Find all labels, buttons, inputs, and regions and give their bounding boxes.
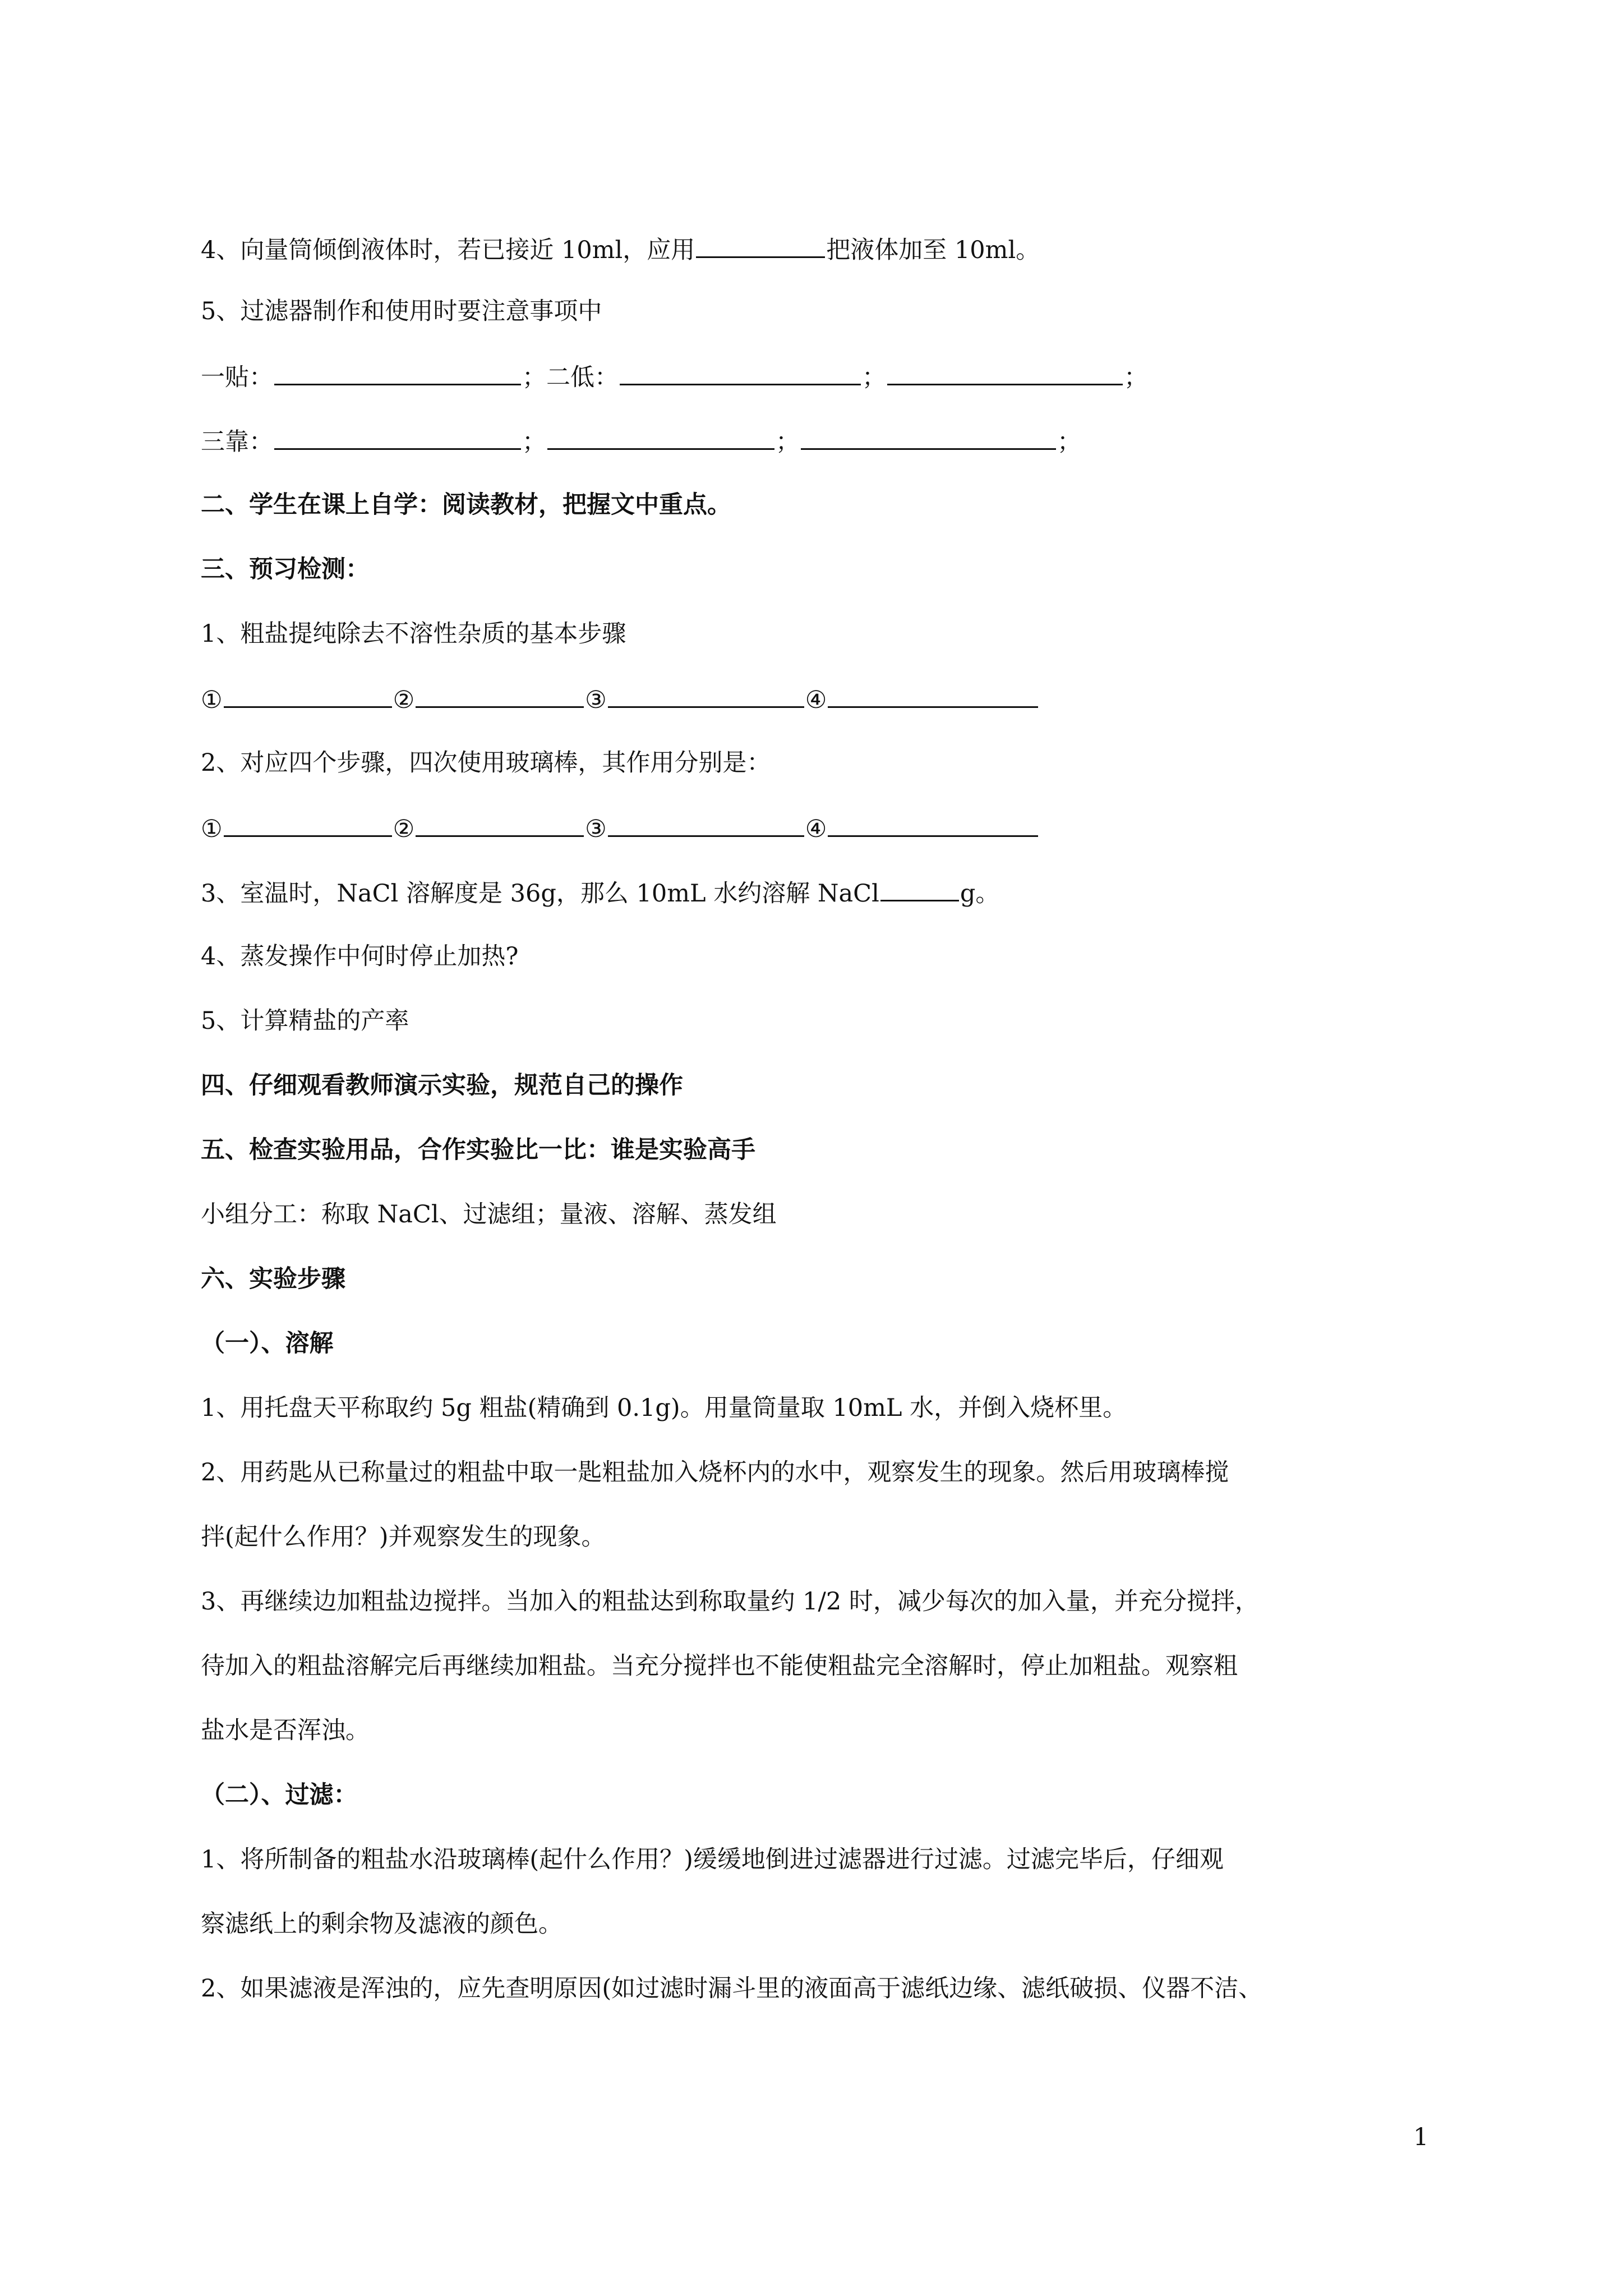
answer-blank[interactable] xyxy=(416,682,584,708)
section-4-heading: 四、仔细观看教师演示实验，规范自己的操作 xyxy=(201,1071,683,1099)
check-question-4: 4、蒸发操作中何时停止加热? xyxy=(201,942,519,970)
filter-step-1: 1、将所制备的粗盐水沿玻璃棒(起什么作用？)缓缓地倒进过滤器进行过滤。过滤完毕后，仔细观 xyxy=(201,1846,1224,1874)
filter-yi-tie-er-di: 一贴： ；二低： ； ； xyxy=(201,359,1148,393)
check-question-2: 2、对应四个步骤，四次使用玻璃棒，其作用分别是： xyxy=(201,749,771,777)
answer-blank[interactable] xyxy=(608,682,804,708)
filter-step-2: 2、如果滤液是浑浊的，应先查明原因(如过滤时漏斗里的液面高于滤纸边缘、滤纸破损、仪器不洁、 xyxy=(201,1975,1263,2003)
answer-blank[interactable] xyxy=(801,424,1056,450)
dissolve-step-3-end: 盐水是否浑浊。 xyxy=(201,1717,370,1745)
dissolve-step-3-cont: 待加入的粗盐溶解完后再继续加粗盐。当充分搅拌也不能使粗盐完全溶解时，停止加粗盐。观察粗 xyxy=(201,1652,1238,1680)
answer-blank[interactable] xyxy=(274,424,521,450)
check-question-3: 3、室温时，NaCl 溶解度是 36g，那么 10mL 水约溶解 NaCl g。 xyxy=(201,875,999,909)
subsection-dissolve-heading: （一）、溶解 xyxy=(201,1329,334,1358)
dissolve-step-2-cont: 拌(起什么作用？)并观察发生的现象。 xyxy=(201,1523,606,1551)
answer-blank[interactable] xyxy=(828,682,1038,708)
section-3-heading: 三、预习检测： xyxy=(201,555,370,583)
answer-blank[interactable] xyxy=(696,232,825,258)
question-4-measuring-cylinder: 4、向量筒倾倒液体时，若已接近 10ml，应用 把液体加至 10ml。 xyxy=(201,232,1040,265)
question-5-filter: 5、过滤器制作和使用时要注意事项中 xyxy=(201,297,602,325)
section-2-heading: 二、学生在课上自学：阅读教材，把握文中重点。 xyxy=(201,491,731,519)
answer-blank[interactable] xyxy=(608,811,804,837)
answer-blank[interactable] xyxy=(887,359,1123,385)
glass-rod-blanks-row: ① ② ③ ④ xyxy=(201,811,1039,844)
page-number: 1 xyxy=(1413,2123,1429,2151)
answer-blank[interactable] xyxy=(620,359,861,385)
answer-blank[interactable] xyxy=(828,811,1038,837)
dissolve-step-2: 2、用药匙从已称量过的粗盐中取一匙粗盐加入烧杯内的水中，观察发生的现象。然后用玻璃棒搅 xyxy=(201,1458,1229,1487)
group-division: 小组分工：称取 NaCl、过滤组；量液、溶解、蒸发组 xyxy=(201,1200,777,1228)
subsection-filter-heading: （二）、过滤： xyxy=(201,1781,358,1809)
answer-blank[interactable] xyxy=(547,424,774,450)
answer-blank[interactable] xyxy=(274,359,521,385)
steps-blanks-row: ① ② ③ ④ xyxy=(201,682,1039,715)
check-question-5: 5、计算精盐的产率 xyxy=(201,1007,409,1035)
filter-step-1-cont: 察滤纸上的剩余物及滤液的颜色。 xyxy=(201,1910,562,1938)
answer-blank[interactable] xyxy=(224,682,392,708)
dissolve-step-1: 1、用托盘天平称取约 5g 粗盐(精确到 0.1g)。用量筒量取 10mL 水，并倒入烧杯里。 xyxy=(201,1394,1127,1422)
answer-blank[interactable] xyxy=(880,875,959,901)
filter-san-kao: 三靠： ； ； ； xyxy=(201,424,1081,457)
section-5-heading: 五、检查实验用品，合作实验比一比：谁是实验高手 xyxy=(201,1136,755,1164)
check-question-1: 1、粗盐提纯除去不溶性杂质的基本步骤 xyxy=(201,620,626,648)
dissolve-step-3: 3、再继续边加粗盐边搅拌。当加入的粗盐达到称取量约 1/2 时，减少每次的加入量，并充分搅拌， xyxy=(201,1588,1259,1616)
answer-blank[interactable] xyxy=(224,811,392,837)
answer-blank[interactable] xyxy=(416,811,584,837)
section-6-heading: 六、实验步骤 xyxy=(201,1265,345,1293)
